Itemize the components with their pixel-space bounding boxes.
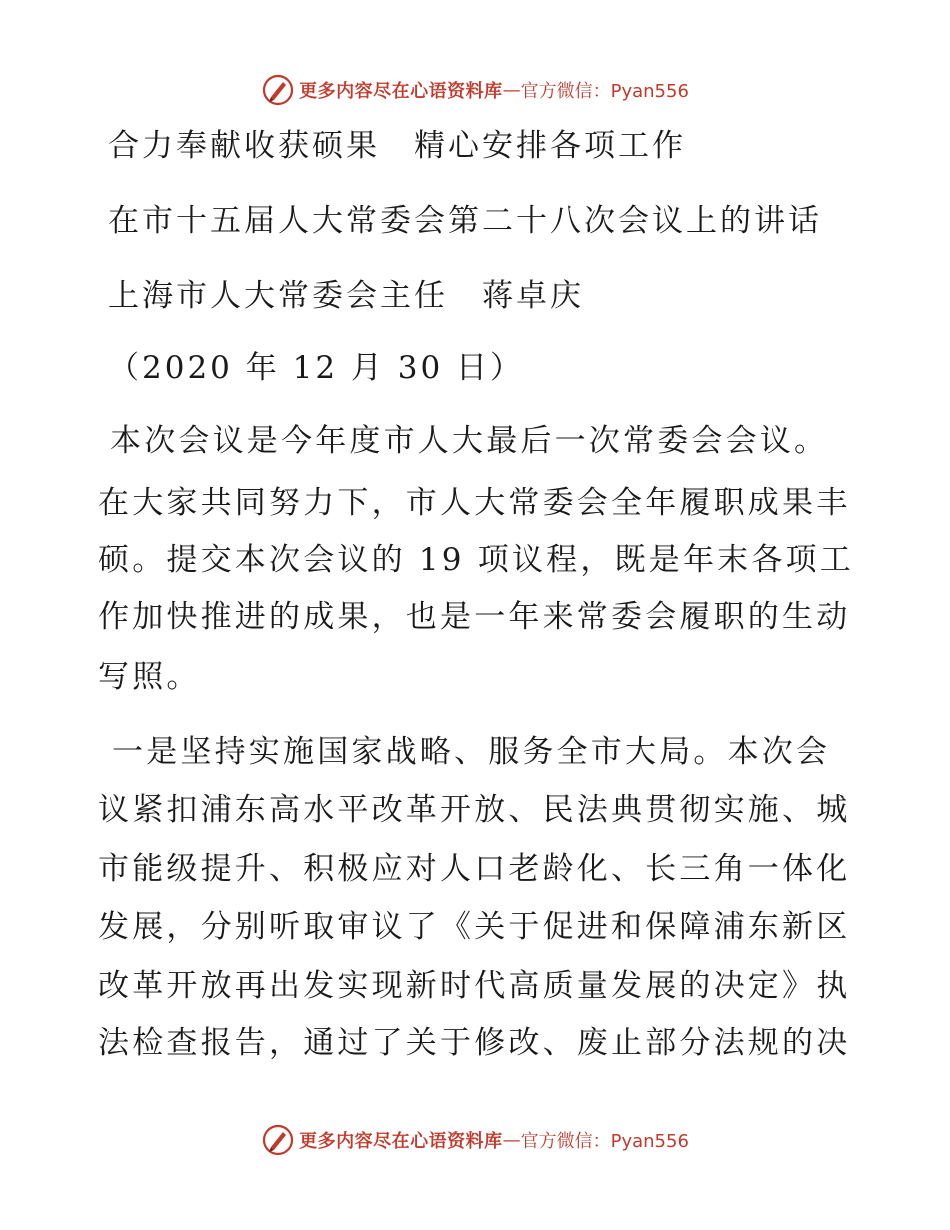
watermark-text: 更多内容尽在心语资料库 — [299, 1131, 503, 1152]
watermark-wechat: 官方微信：Pyan556 — [520, 81, 689, 102]
paragraph-line: 硕。提交本次会议的 19 项议程，既是年末各项工 — [98, 542, 854, 578]
paragraph-line: 改革开放再出发实现新时代高质量发展的决定》执 — [98, 968, 851, 1004]
watermark-separator: — — [502, 1129, 521, 1151]
paragraph-line: 市能级提升、积极应对人口老龄化、长三角一体化 — [98, 851, 851, 887]
pen-logo-icon — [261, 73, 295, 107]
paragraph-line: 法检查报告，通过了关于修改、废止部分法规的决 — [98, 1025, 851, 1061]
document-title: 合力奉献收获硕果 精心安排各项工作 — [108, 128, 686, 164]
paragraph-line: 一是坚持实施国家战略、服务全市大局。本次会 — [112, 734, 831, 770]
watermark-banner-top — [0, 70, 950, 110]
watermark-wechat: 官方微信：Pyan556 — [520, 1131, 689, 1152]
paragraph-line: 发展，分别听取审议了《关于促进和保障浦东新区 — [98, 909, 851, 945]
date-line: （2020 年 12 月 30 日） — [108, 350, 525, 386]
paragraph-line: 本次会议是今年度市人大最后一次常委会会议。 — [110, 423, 829, 459]
watermark-separator: — — [502, 79, 521, 101]
pen-logo-icon — [261, 1123, 295, 1157]
paragraph-line: 议紧扣浦东高水平改革开放、民法典贯彻实施、城 — [98, 792, 851, 828]
watermark-banner-bottom — [0, 1120, 950, 1160]
speaker-line: 上海市人大常委会主任 蒋卓庆 — [108, 278, 584, 314]
paragraph-line: 作加快推进的成果，也是一年来常委会履职的生动 — [98, 599, 851, 635]
paragraph-line: 写照。 — [98, 659, 201, 695]
paragraph-line: 在大家共同努力下，市人大常委会全年履职成果丰 — [98, 485, 851, 521]
watermark-text: 更多内容尽在心语资料库 — [299, 81, 503, 102]
speech-subtitle: 在市十五届人大常委会第二十八次会议上的讲话 — [108, 203, 822, 239]
